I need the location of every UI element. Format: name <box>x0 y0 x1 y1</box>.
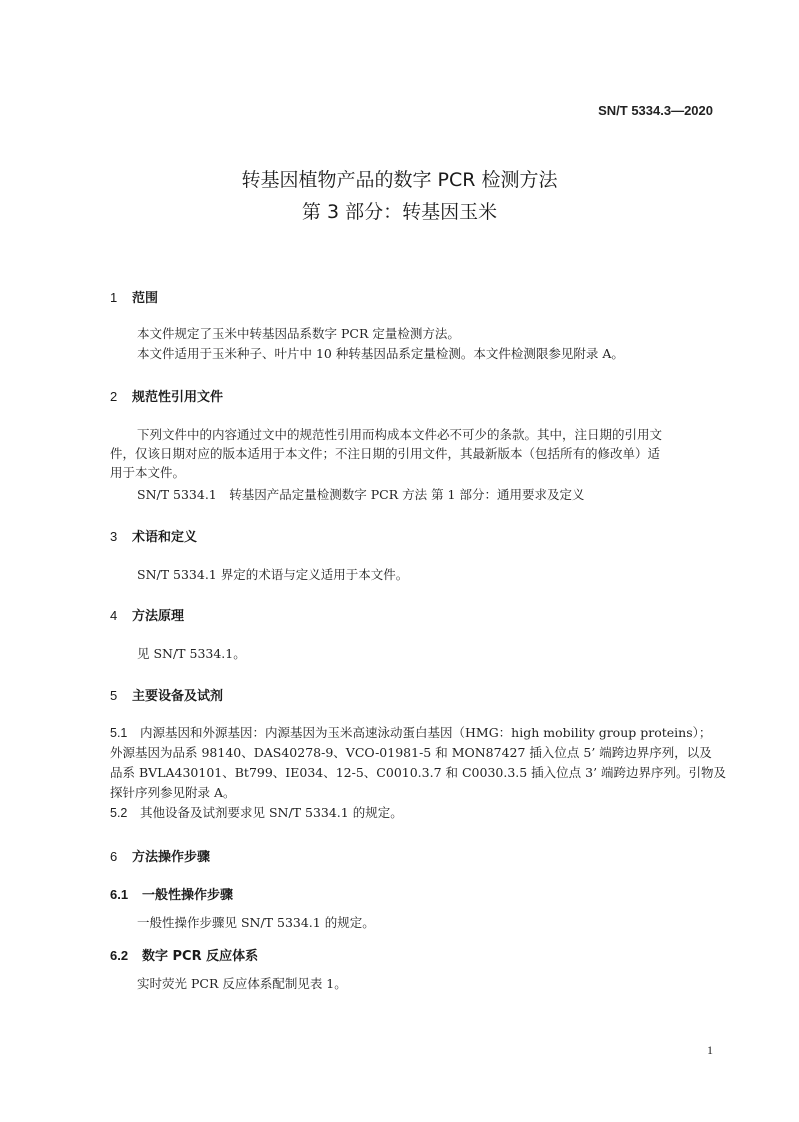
subsection-number: 6.2 <box>110 948 129 963</box>
normative-reference: SN/T 5334.1 转基因产品定量检测数字 PCR 方法 第 1 部分：通用要求及定义 <box>137 487 585 502</box>
section-number: 4 <box>110 608 118 623</box>
paragraph-line: 用于本文件。 <box>110 465 186 480</box>
document-code: SN/T 5334.3—2020 <box>598 103 713 118</box>
clause-5-2-line <box>110 803 403 823</box>
section-4-heading <box>110 605 184 624</box>
paragraph-line: 件，仅该日期对应的版本适用于本文件；不注日期的引用文件，其最新版本（包括所有的修改单）适 <box>110 446 661 461</box>
paragraph: 本文件规定了玉米中转基因品系数字 PCR 定量检测方法。 <box>137 326 460 341</box>
clause-text: 内源基因和外源基因：内源基因为玉米高速泳动蛋白基因（HMG：high mobility group proteins）； <box>140 725 712 740</box>
section-5-heading <box>110 685 223 704</box>
section-number: 1 <box>110 290 118 305</box>
paragraph: SN/T 5334.1 界定的术语与定义适用于本文件。 <box>137 567 409 582</box>
paragraph: 见 SN/T 5334.1。 <box>137 646 246 661</box>
clause-number: 5.2 <box>110 806 128 820</box>
subsection-6-1-heading <box>110 884 233 903</box>
section-title: 术语和定义 <box>132 530 198 545</box>
section-3-heading <box>110 526 197 545</box>
document-title: 转基因植物产品的数字 PCR 检测方法 <box>241 169 558 191</box>
document-subtitle: 第 3 部分：转基因玉米 <box>301 201 498 223</box>
subsection-6-2-heading <box>110 945 258 964</box>
paragraph-line: 下列文件中的内容通过文中的规范性引用而构成本文件必不可少的条款。其中，注日期的引用文 <box>137 427 663 442</box>
section-title: 主要设备及试剂 <box>132 689 224 704</box>
subsection-title: 一般性操作步骤 <box>142 888 234 903</box>
clause-5-1-line <box>110 723 711 743</box>
section-title: 方法操作步骤 <box>132 850 211 865</box>
paragraph: 本文件适用于玉米种子、叶片中 10 种转基因品系定量检测。本文件检测限参见附录 A。 <box>137 346 624 361</box>
section-number: 2 <box>110 389 118 404</box>
section-2-heading <box>110 386 223 405</box>
section-title: 规范性引用文件 <box>132 390 224 405</box>
subsection-title: 数字 PCR 反应体系 <box>142 949 259 964</box>
paragraph-line: 品系 BVLA430101、Bt799、IE034、12-5、C0010.3.7 和 C0030.3.5 插入位点 3’ 端跨边界序列。引物及 <box>110 765 727 780</box>
clause-text: 其他设备及试剂要求见 SN/T 5334.1 的规定。 <box>140 805 403 820</box>
page-number: 1 <box>707 1043 713 1057</box>
subsection-number: 6.1 <box>110 887 129 902</box>
section-6-heading <box>110 846 210 865</box>
paragraph: 一般性操作步骤见 SN/T 5334.1 的规定。 <box>137 915 375 930</box>
paragraph-line: 探针序列参见附录 A。 <box>110 785 236 800</box>
section-title: 方法原理 <box>132 609 185 624</box>
section-number: 3 <box>110 529 118 544</box>
section-1-heading <box>110 287 158 306</box>
section-number: 5 <box>110 688 118 703</box>
paragraph-line: 外源基因为品系 98140、DAS40278-9、VCO-01981-5 和 MON87427 插入位点 5’ 端跨边界序列，以及 <box>110 745 712 760</box>
section-title: 范围 <box>132 291 159 306</box>
paragraph: 实时荧光 PCR 反应体系配制见表 1。 <box>137 976 347 991</box>
section-number: 6 <box>110 849 118 864</box>
clause-number: 5.1 <box>110 726 128 740</box>
